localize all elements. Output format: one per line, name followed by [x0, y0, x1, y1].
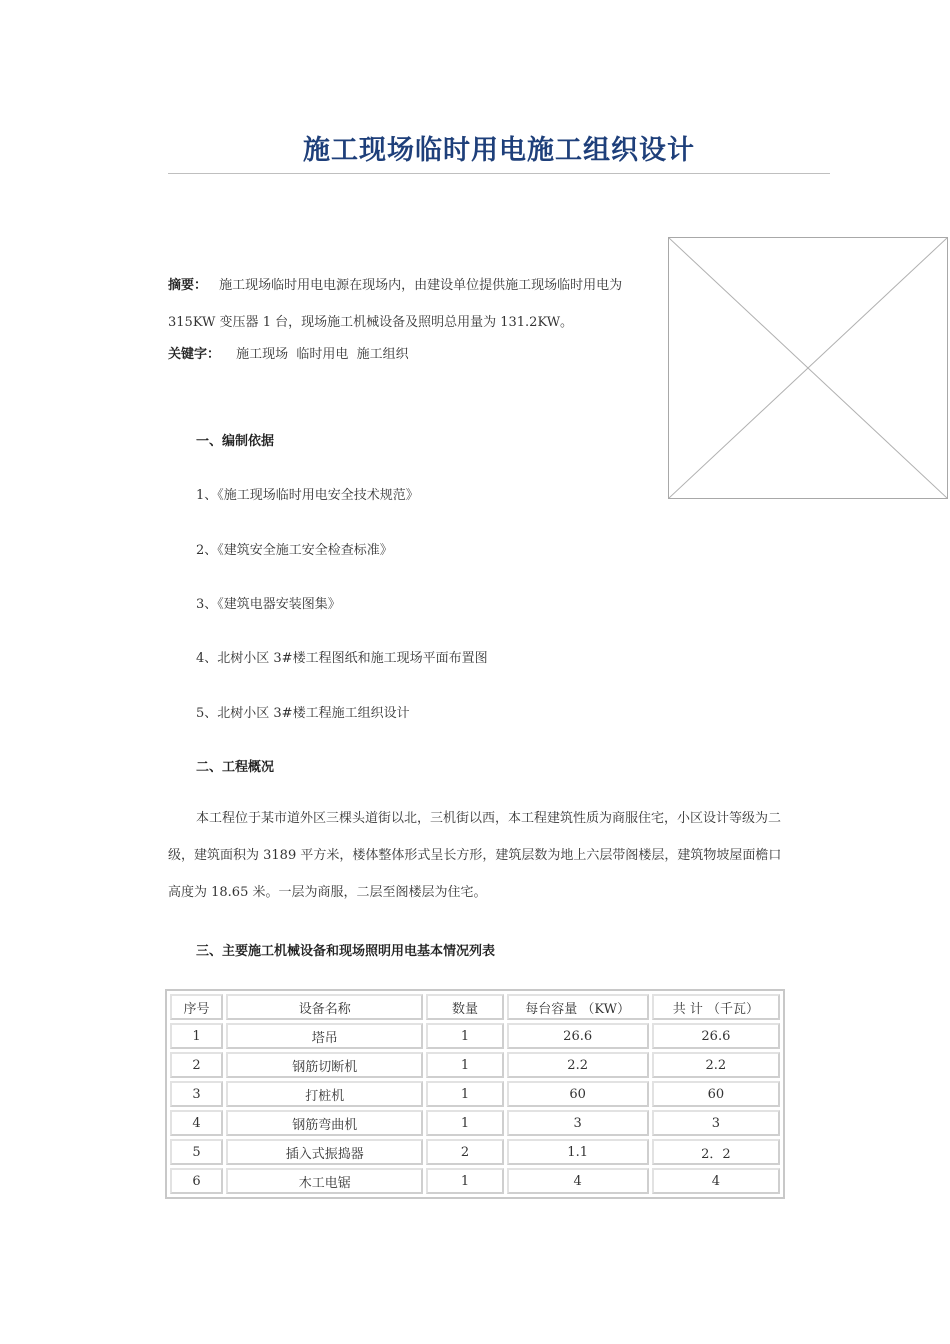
table-cell: 1.1 [507, 1139, 649, 1165]
table-row [170, 1110, 780, 1136]
table-cell: 2.2 [507, 1052, 649, 1078]
table-cell: 2.2 [652, 1052, 780, 1078]
abstract-text-1: 施工现场临时用电电源在现场内，由建设单位提供施工现场临时用电为 [219, 278, 623, 293]
table-cell: 1 [426, 1023, 503, 1049]
table-cell: 1 [426, 1110, 503, 1136]
table-row [170, 1052, 780, 1078]
table-cell: 4 [507, 1168, 649, 1194]
table-cell: 1 [426, 1081, 503, 1107]
table-cell: 插入式振捣器 [226, 1139, 423, 1165]
table-header-cell: 共 计 （千瓦） [652, 994, 780, 1020]
list-item: 5、北树小区 3#楼工程施工组织设计 [196, 706, 410, 721]
table-header-cell: 数量 [426, 994, 503, 1020]
table-cell: 钢筋弯曲机 [226, 1110, 423, 1136]
table-header-cell: 每台容量 （KW） [507, 994, 649, 1020]
table-header-row [170, 994, 780, 1020]
abstract-label: 摘要： [168, 278, 208, 293]
table-cell: 4 [652, 1168, 780, 1194]
title-divider [168, 173, 830, 174]
section-heading-overview: 二、工程概况 [196, 760, 275, 775]
section-heading-equipment: 三、主要施工机械设备和现场照明用电基本情况列表 [196, 944, 496, 959]
document-title: 施工现场临时用电施工组织设计 [303, 135, 695, 166]
image-placeholder [668, 237, 948, 499]
table-row [170, 1168, 780, 1194]
table-cell: 5 [170, 1139, 223, 1165]
keywords-value: 施工现场 临时用电 施工组织 [236, 347, 409, 362]
list-item: 3、《建筑电器安装图集》 [196, 597, 341, 612]
table-cell: 3 [170, 1081, 223, 1107]
table-cell: 钢筋切断机 [226, 1052, 423, 1078]
list-item: 2、《建筑安全施工安全检查标准》 [196, 543, 393, 558]
table-cell: 1 [426, 1052, 503, 1078]
table-cell: 60 [507, 1081, 649, 1107]
table-header-cell: 设备名称 [226, 994, 423, 1020]
list-item: 1、《施工现场临时用电安全技术规范》 [196, 488, 419, 503]
equipment-table [165, 989, 785, 1199]
table-row [170, 1139, 780, 1165]
keywords-line [168, 343, 409, 362]
table-cell: 1 [426, 1168, 503, 1194]
keywords-label: 关键字： [168, 347, 221, 362]
table-cell: 1 [170, 1023, 223, 1049]
abstract-line-1 [168, 274, 622, 293]
table-cell: 打桩机 [226, 1081, 423, 1107]
overview-paragraph: 本工程位于某市道外区三棵头道街以北，三机街以西，本工程建筑性质为商服住宅，小区设计等级为二级，建筑面积为 3189 平方米，楼体整体形式呈长方形，建筑层数为地上六层带阁楼层，建筑物坡屋面檐口高度为 18.65 米。一层为商服，二层至阁楼层为住宅。 [168, 811, 782, 900]
table-header-cell: 序号 [170, 994, 223, 1020]
table-cell: 4 [170, 1110, 223, 1136]
section-heading-basis: 一、编制依据 [196, 434, 275, 449]
list-item: 4、北树小区 3#楼工程图纸和施工现场平面布置图 [196, 651, 488, 666]
table-cell: 2 [170, 1052, 223, 1078]
table-row [170, 1081, 780, 1107]
table-cell: 26.6 [507, 1023, 649, 1049]
broken-image-icon [669, 238, 947, 498]
table-cell: 26.6 [652, 1023, 780, 1049]
table-cell: 木工电锯 [226, 1168, 423, 1194]
table-cell: 60 [652, 1081, 780, 1107]
table-cell: 塔吊 [226, 1023, 423, 1049]
table-cell: 3 [507, 1110, 649, 1136]
table-cell: 6 [170, 1168, 223, 1194]
abstract-text-2: 315KW 变压器 1 台，现场施工机械设备及照明总用量为 131.2KW。 [168, 315, 574, 330]
table-cell: 2 [426, 1139, 503, 1165]
table-row [170, 1023, 780, 1049]
table-cell: 2．2 [652, 1139, 780, 1165]
table-cell: 3 [652, 1110, 780, 1136]
